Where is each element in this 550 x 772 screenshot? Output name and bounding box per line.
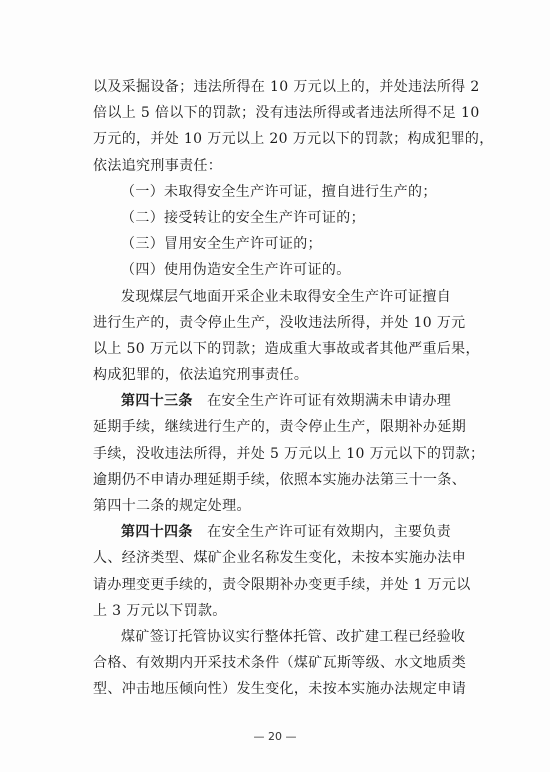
text-line [93, 100, 480, 126]
text-line [93, 598, 469, 624]
line-text: （四）使用伪造安全生产许可证的。 [121, 262, 351, 279]
line-text: 逾期仍不申请办理延期手续，依照本实施办法第三十一条、 [93, 471, 467, 488]
line-text: （二）接受转让的安全生产许可证的； [121, 209, 365, 226]
text-line [93, 284, 469, 310]
line-text: 请办理变更手续的，责令限期补办变更手续，并处 1 万元以 [93, 576, 471, 593]
text-line [93, 519, 469, 545]
line-text: 人、经济类型、煤矿企业名称发生变化，未按本实施办法申 [93, 550, 467, 567]
text-line [93, 414, 469, 440]
text-line [93, 493, 469, 519]
text-line [93, 572, 469, 598]
line-text: 以及采掘设备；违法所得在 10 万元以上的，并处违法所得 2 [93, 79, 480, 95]
article-number: 第四十四条 [121, 524, 193, 541]
line-text: 倍以上 5 倍以下的罚款；没有违法所得或者违法所得不足 10 [93, 105, 480, 122]
line-text: 发现煤层气地面开采企业未取得安全生产许可证擅自 [121, 288, 452, 305]
line-text: 万元的，并处 10 万元以上 20 万元以下的罚款；构成犯罪的， [93, 131, 494, 148]
line-text: 在安全生产许可证有效期满未申请办理 [192, 393, 452, 410]
text-line [93, 467, 469, 493]
line-text: 煤矿签订托管协议实行整体托管、改扩建工程已经验收 [121, 628, 466, 645]
text-line [93, 441, 485, 467]
line-text: 手续，没收违法所得，并处 5 万元以上 10 万元以下的罚款； [93, 445, 485, 462]
page-number: — 20 — [253, 730, 297, 743]
text-line [93, 388, 469, 414]
article-number: 第四十三条 [121, 393, 193, 410]
text-line [93, 205, 469, 231]
text-line [93, 624, 469, 650]
text-line [93, 257, 469, 283]
text-line [93, 310, 469, 336]
document-body [93, 74, 494, 703]
line-text: （一）未取得安全生产许可证，擅自进行生产的； [121, 183, 437, 200]
line-text: 合格、有效期内开采技术条件（煤矿瓦斯等级、水文地质类 [93, 655, 467, 672]
line-text: 进行生产的，责令停止生产，没收违法所得，并处 10 万元 [93, 314, 466, 331]
line-text: （三）冒用安全生产许可证的； [121, 236, 322, 253]
line-text: 以上 50 万元以下的罚款；造成重大事故或者其他严重后果， [93, 340, 480, 357]
text-line [93, 231, 469, 257]
text-line [93, 676, 469, 702]
line-text: 构成犯罪的，依法追究刑事责任。 [93, 367, 309, 384]
text-line [93, 545, 469, 571]
line-text: 上 3 万元以下罚款。 [93, 602, 227, 619]
text-line [93, 153, 469, 179]
text-line [93, 126, 494, 152]
line-text: 第四十二条的规定处理。 [93, 498, 251, 514]
text-line [93, 336, 480, 362]
line-text: 型、冲击地压倾向性）发生变化，未按本实施办法规定申请 [93, 681, 467, 698]
text-line [93, 362, 469, 388]
text-line [93, 74, 480, 100]
line-text: 在安全生产许可证有效期内，主要负责 [192, 524, 452, 541]
text-line [93, 179, 469, 205]
line-text: 延期手续，继续进行生产的，责令停止生产，限期补办延期 [93, 419, 467, 436]
text-line [93, 650, 469, 676]
line-text: 依法追究刑事责任： [93, 157, 223, 174]
